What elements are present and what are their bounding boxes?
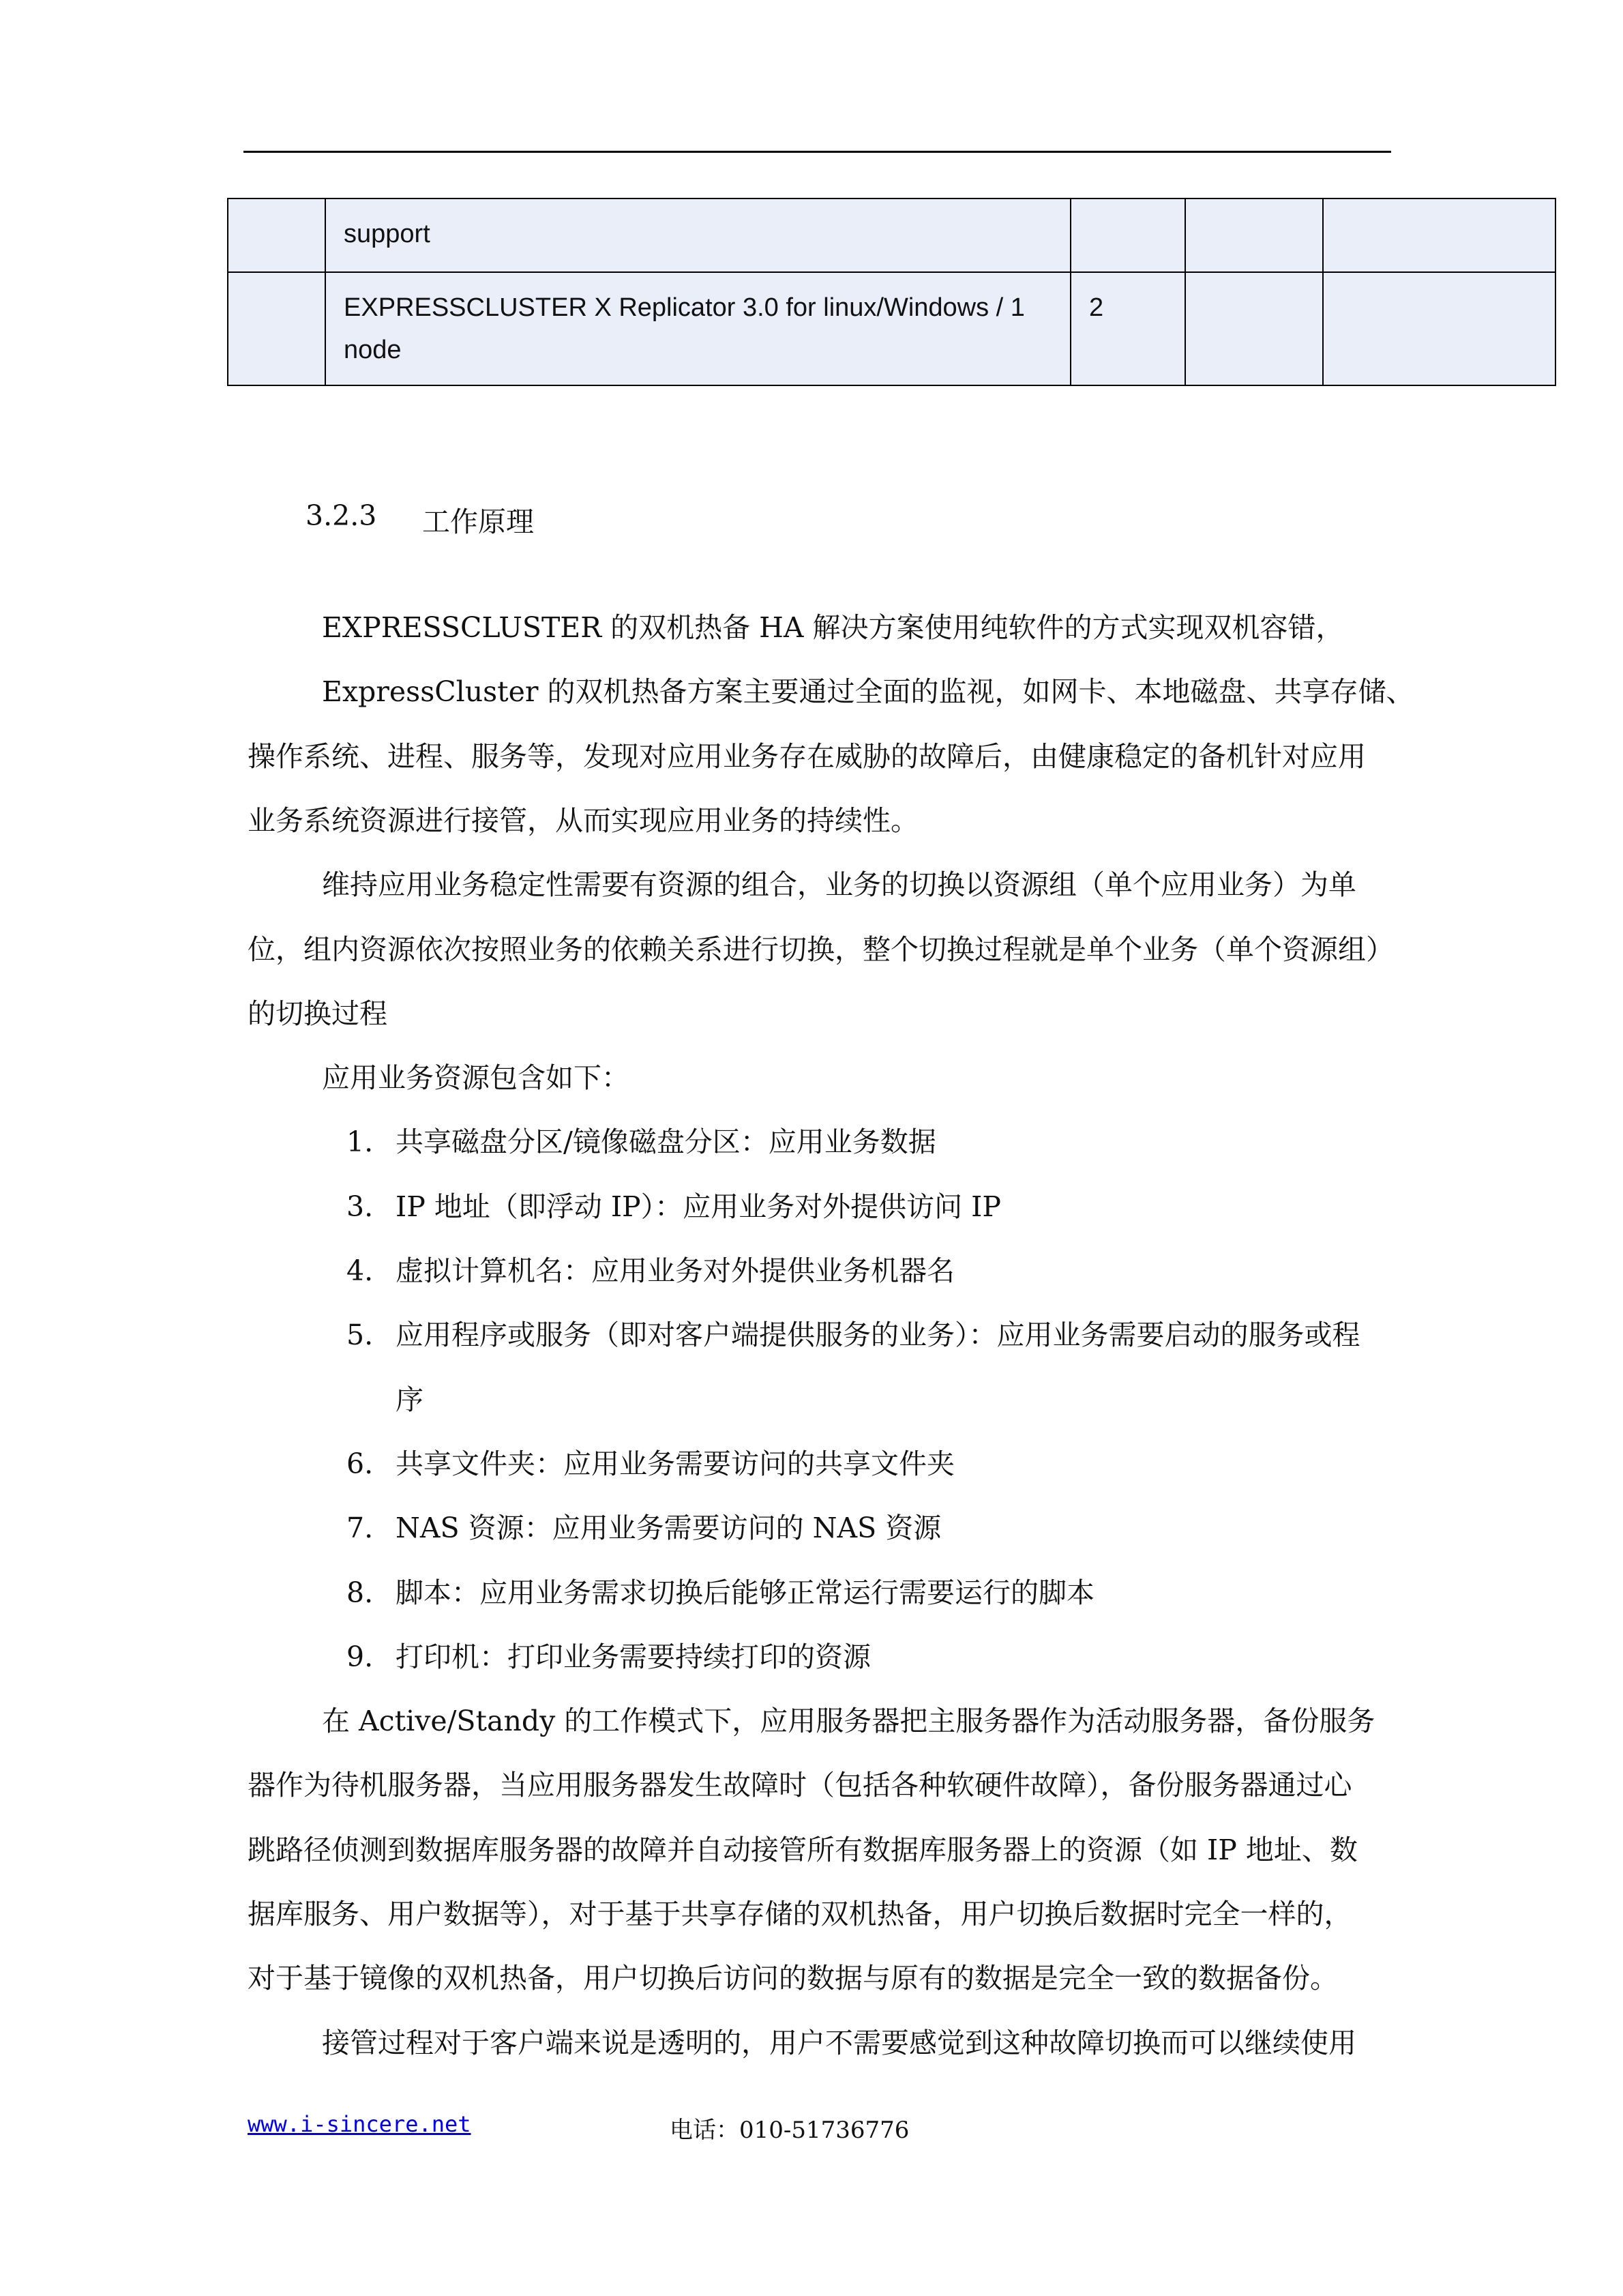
paragraph-line: 对于基于镜像的双机热备，用户切换后访问的数据与原有的数据是完全一致的数据备份。	[248, 1962, 1338, 1995]
paragraph-line: 跳路径侦测到数据库服务器的故障并自动接管所有数据库服务器上的资源（如 IP 地址、数	[248, 1833, 1358, 1866]
paragraph-line: 业务系统资源进行接管，从而实现应用业务的持续性。	[248, 804, 919, 837]
paragraph-line: 操作系统、进程、服务等，发现对应用业务存在威胁的故障后，由健康稳定的备机针对应用	[248, 739, 1366, 773]
list-item-text: NAS 资源：应用业务需要访问的 NAS 资源	[396, 1512, 942, 1545]
list-item-text: 虚拟计算机名：应用业务对外提供业务机器名	[396, 1254, 955, 1287]
paragraph-line: 接管过程对于客户端来说是透明的，用户不需要感觉到这种故障切换而可以继续使用	[322, 2026, 1356, 2059]
paragraph-line: 应用业务资源包含如下：	[322, 1061, 629, 1095]
table-cell	[228, 198, 325, 272]
table-row	[228, 272, 1555, 385]
table-cell	[228, 272, 325, 385]
paragraph-line: 据库服务、用户数据等），对于基于共享存储的双机热备，用户切换后数据时完全一样的，	[248, 1898, 1352, 1930]
list-number: 3.	[346, 1190, 374, 1223]
list-number: 7.	[346, 1512, 374, 1545]
section-number: 3.2.3	[306, 499, 377, 532]
paragraph-line: 器作为待机服务器，当应用服务器发生故障时（包括各种软硬件故障），备份服务器通过心	[248, 1769, 1352, 1802]
section-title: 工作原理	[422, 505, 534, 538]
paragraph-line: EXPRESSCLUSTER 的双机热备 HA 解决方案使用纯软件的方式实现双机容错，	[322, 611, 1344, 644]
list-item-text: 共享磁盘分区/镜像磁盘分区：应用业务数据	[396, 1125, 936, 1159]
list-item-text: 共享文件夹：应用业务需要访问的共享文件夹	[396, 1447, 955, 1480]
paragraph-line: 位，组内资源依次按照业务的依赖关系进行切换，整个切换过程就是单个业务（单个资源组）	[248, 932, 1394, 966]
table-cell: 2	[1071, 272, 1185, 385]
table-cell: EXPRESSCLUSTER X Replicator 3.0 for linux/Windows / 1 node	[325, 272, 1071, 385]
paragraph-line: 在 Active/Standy 的工作模式下，应用服务器把主服务器作为活动服务器，备份服务	[322, 1705, 1375, 1738]
website-link[interactable]: www.i-sincere.net	[248, 2111, 471, 2137]
table-cell	[1071, 198, 1185, 272]
paragraph-line: 的切换过程	[248, 997, 387, 1030]
table-cell	[1185, 198, 1323, 272]
list-item-text: 应用程序或服务（即对客户端提供服务的业务）：应用业务需要启动的服务或程	[396, 1319, 1360, 1352]
list-number: 9.	[346, 1640, 374, 1673]
list-number: 4.	[346, 1254, 374, 1287]
list-item-text: 打印机：打印业务需要持续打印的资源	[396, 1640, 871, 1673]
table-cell	[1323, 198, 1555, 272]
table-cell	[1323, 272, 1555, 385]
table-cell	[1185, 272, 1323, 385]
list-number: 5.	[346, 1319, 374, 1352]
list-number: 8.	[346, 1576, 374, 1609]
list-item-text: 序	[396, 1383, 423, 1416]
product-table	[227, 198, 1556, 386]
paragraph-line: 维持应用业务稳定性需要有资源的组合，业务的切换以资源组（单个应用业务）为单	[322, 868, 1356, 902]
list-item-text: 脚本：应用业务需求切换后能够正常运行需要运行的脚本	[396, 1576, 1095, 1609]
header-rule	[243, 151, 1391, 153]
list-item-text: IP 地址（即浮动 IP）：应用业务对外提供访问 IP	[396, 1190, 1001, 1223]
list-number: 1.	[346, 1125, 374, 1159]
list-number: 6.	[346, 1447, 374, 1480]
paragraph-line: ExpressCluster 的双机热备方案主要通过全面的监视，如网卡、本地磁盘、共享存储、	[322, 675, 1414, 709]
table-cell: support	[325, 198, 1071, 272]
table-row	[228, 198, 1555, 272]
phone-number: 电话：010-51736776	[670, 2117, 910, 2144]
